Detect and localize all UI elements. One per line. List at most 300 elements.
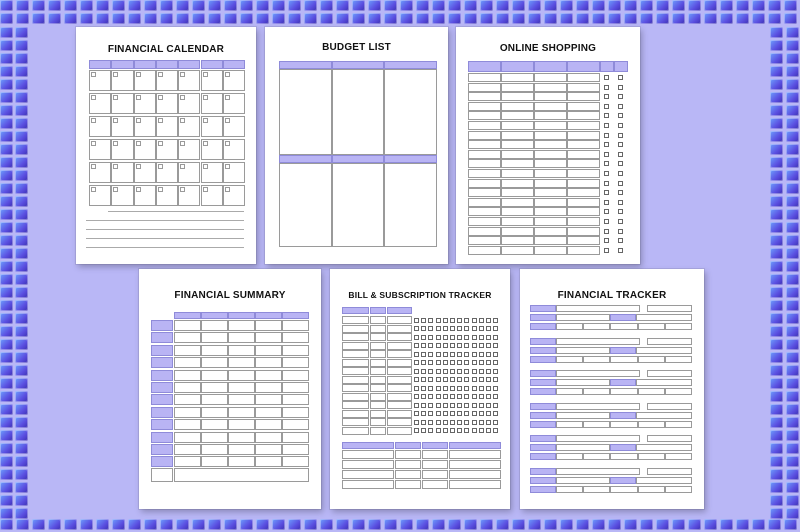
month-checkbox — [457, 394, 462, 399]
month-checkbox — [436, 369, 441, 374]
goal-field — [556, 403, 640, 410]
summary-cell — [228, 345, 255, 356]
calendar-day-cell — [156, 93, 178, 114]
shopping-cell — [567, 246, 600, 255]
calendar-day-cell — [89, 139, 111, 160]
tile — [770, 144, 783, 155]
month-checkbox — [436, 335, 441, 340]
month-checkbox — [493, 360, 498, 365]
calendar-day-cell — [178, 116, 200, 137]
shopping-cell — [534, 179, 567, 188]
tile — [0, 13, 13, 24]
shopping-cell — [468, 102, 501, 111]
month-checkbox — [479, 386, 484, 391]
summary-cell — [228, 456, 255, 467]
shopping-cell — [468, 169, 501, 178]
bill-cell — [370, 376, 386, 384]
month-checkbox — [472, 394, 477, 399]
shopping-cell — [468, 198, 501, 207]
calendar-day-cell — [111, 185, 133, 206]
month-checkbox — [457, 411, 462, 416]
shopping-cell — [468, 217, 501, 226]
tile — [15, 144, 28, 155]
tile — [786, 417, 799, 428]
date-box — [180, 187, 185, 192]
complete-date-field — [636, 477, 692, 484]
tile — [770, 118, 783, 129]
tile — [15, 456, 28, 467]
shopping-cell — [468, 246, 501, 255]
tile — [770, 482, 783, 493]
progress-cell — [665, 323, 692, 330]
tile — [15, 27, 28, 38]
tile — [304, 0, 317, 11]
tile — [786, 222, 799, 233]
tile — [656, 0, 669, 11]
start-date-label — [530, 347, 556, 354]
calendar-day-cell — [178, 162, 200, 183]
budget-category-header — [332, 155, 385, 163]
date-box — [158, 164, 163, 169]
tile — [770, 79, 783, 90]
progress-label — [530, 421, 556, 428]
amount-field — [647, 338, 692, 345]
tile — [112, 0, 125, 11]
tile — [400, 519, 413, 530]
tile — [786, 235, 799, 246]
tile — [464, 13, 477, 24]
budget-category-box — [384, 69, 437, 155]
date-box — [91, 72, 96, 77]
tile — [384, 519, 397, 530]
tile — [786, 391, 799, 402]
summary-cell — [201, 407, 228, 418]
summary-cell — [201, 394, 228, 405]
tile — [786, 248, 799, 259]
page-title: BUDGET LIST — [322, 42, 391, 53]
tile — [0, 144, 13, 155]
shopping-cell — [567, 188, 600, 197]
bill-cell — [387, 350, 412, 358]
tile — [416, 13, 429, 24]
budget-category-header — [279, 61, 332, 69]
calendar-day-cell — [111, 162, 133, 183]
month-checkbox — [443, 411, 448, 416]
tile — [720, 519, 733, 530]
tile — [416, 519, 429, 530]
arrived-checkbox — [604, 229, 609, 234]
month-checkbox — [450, 420, 455, 425]
tile — [624, 13, 637, 24]
progress-cell — [638, 486, 665, 493]
bill-cell — [387, 333, 412, 341]
month-checkbox — [443, 403, 448, 408]
tile — [15, 248, 28, 259]
return-checkbox — [618, 171, 623, 176]
shopping-cell — [501, 227, 534, 236]
tile — [770, 417, 783, 428]
progress-cell — [583, 388, 610, 395]
tile — [560, 0, 573, 11]
progress-cell — [556, 421, 583, 428]
tile — [770, 105, 783, 116]
bill-cell — [387, 384, 412, 392]
tile — [576, 519, 589, 530]
shopping-cell — [468, 83, 501, 92]
notes-line — [86, 229, 244, 230]
tile — [640, 519, 653, 530]
tile — [786, 300, 799, 311]
month-checkbox — [421, 377, 426, 382]
total-row — [174, 468, 309, 482]
month-checkbox — [450, 326, 455, 331]
bill-cell — [370, 393, 386, 401]
tile — [496, 13, 509, 24]
month-checkbox — [436, 411, 441, 416]
month-checkbox — [457, 420, 462, 425]
tile — [528, 13, 541, 24]
tile — [768, 519, 781, 530]
date-box — [203, 141, 208, 146]
month-checkbox — [486, 352, 491, 357]
month-checkbox — [436, 318, 441, 323]
notes-line — [86, 220, 244, 221]
month-checkbox — [472, 428, 477, 433]
month-checkbox — [421, 369, 426, 374]
page-title: BILL & SUBSCRIPTION TRACKER — [348, 290, 492, 300]
date-box — [225, 118, 230, 123]
date-box — [225, 72, 230, 77]
arrived-checkbox — [604, 200, 609, 205]
month-checkbox — [486, 369, 491, 374]
page-online-shopping — [456, 27, 640, 264]
tile — [786, 118, 799, 129]
shopping-cell — [468, 179, 501, 188]
tile — [336, 0, 349, 11]
summary-cell — [174, 345, 201, 356]
month-checkbox — [428, 343, 433, 348]
month-checkbox — [428, 335, 433, 340]
tile — [400, 13, 413, 24]
date-box — [225, 187, 230, 192]
shopping-cell — [534, 227, 567, 236]
shopping-cell — [501, 102, 534, 111]
month-checkbox — [421, 428, 426, 433]
summary-cell — [228, 407, 255, 418]
tile — [786, 53, 799, 64]
progress-label — [530, 356, 556, 363]
tile — [15, 105, 28, 116]
tile — [15, 469, 28, 480]
tile — [770, 313, 783, 324]
return-checkbox — [618, 248, 623, 253]
tile — [336, 519, 349, 530]
tile — [352, 519, 365, 530]
tile — [786, 144, 799, 155]
shopping-cell — [534, 246, 567, 255]
month-checkbox — [428, 369, 433, 374]
month-checkbox — [493, 326, 498, 331]
return-checkbox — [618, 200, 623, 205]
month-checkbox — [421, 360, 426, 365]
tile — [736, 0, 749, 11]
bill-cell — [342, 418, 369, 426]
page-financial-summary — [139, 269, 321, 509]
tile — [0, 131, 13, 142]
tile — [0, 222, 13, 233]
summary-cell — [201, 419, 228, 430]
page-bill-subscription-tracker — [330, 269, 510, 509]
calendar-day-cell — [134, 116, 156, 137]
summary-cell — [174, 320, 201, 331]
tile — [770, 183, 783, 194]
bill-cell — [370, 401, 386, 409]
progress-cell — [583, 421, 610, 428]
tile — [608, 519, 621, 530]
annual-column-header — [422, 442, 448, 449]
arrived-checkbox — [604, 85, 609, 90]
bill-cell — [387, 418, 412, 426]
tile — [352, 0, 365, 11]
budget-category-box — [332, 69, 385, 155]
summary-cell — [255, 382, 282, 393]
month-checkbox — [464, 318, 469, 323]
tile — [770, 92, 783, 103]
tile — [0, 456, 13, 467]
calendar-day-header — [89, 60, 111, 69]
month-checkbox — [493, 403, 498, 408]
tile — [786, 196, 799, 207]
summary-cell — [282, 419, 309, 430]
bill-cell — [342, 427, 369, 435]
month-checkbox — [414, 352, 419, 357]
tile — [770, 300, 783, 311]
progress-cell — [610, 356, 637, 363]
shopping-cell — [567, 83, 600, 92]
summary-cell — [282, 394, 309, 405]
tile — [15, 378, 28, 389]
bill-cell — [342, 316, 369, 324]
month-checkbox — [421, 326, 426, 331]
summary-cell — [282, 382, 309, 393]
calendar-day-header — [111, 60, 133, 69]
summary-cell — [282, 407, 309, 418]
bill-cell — [370, 325, 386, 333]
tile — [15, 157, 28, 168]
bill-cell — [387, 342, 412, 350]
tile — [786, 430, 799, 441]
progress-cell — [610, 421, 637, 428]
month-checkbox — [450, 403, 455, 408]
arrived-checkbox — [604, 190, 609, 195]
month-checkbox — [436, 352, 441, 357]
arrived-checkbox — [604, 171, 609, 176]
calendar-day-cell — [134, 93, 156, 114]
month-checkbox — [464, 394, 469, 399]
shopping-cell — [534, 236, 567, 245]
month-checkbox — [457, 343, 462, 348]
shopping-cell — [501, 198, 534, 207]
date-box — [180, 141, 185, 146]
page-title: FINANCIAL TRACKER — [557, 290, 667, 301]
tile — [560, 519, 573, 530]
tile — [0, 508, 13, 519]
tile — [720, 0, 733, 11]
tile — [528, 519, 541, 530]
month-checkbox — [472, 386, 477, 391]
month-checkbox — [479, 369, 484, 374]
month-checkbox — [479, 403, 484, 408]
month-checkbox — [457, 428, 462, 433]
goal-label — [530, 370, 556, 377]
shopping-cell — [501, 188, 534, 197]
bill-cell — [370, 384, 386, 392]
shopping-column-header — [534, 61, 567, 72]
month-checkbox — [493, 318, 498, 323]
month-label — [151, 357, 173, 368]
tile — [32, 13, 45, 24]
arrived-checkbox — [604, 123, 609, 128]
tile — [770, 157, 783, 168]
annual-cell — [395, 450, 421, 459]
tile — [320, 0, 333, 11]
shopping-cell — [567, 217, 600, 226]
progress-label — [530, 486, 556, 493]
tile — [32, 519, 45, 530]
tile — [368, 13, 381, 24]
tile — [15, 508, 28, 519]
tile — [432, 13, 445, 24]
month-checkbox — [493, 420, 498, 425]
date-box — [113, 118, 118, 123]
month-checkbox — [414, 326, 419, 331]
goal-field — [556, 468, 640, 475]
tile — [144, 13, 157, 24]
start-date-field — [556, 412, 610, 419]
date-box — [225, 164, 230, 169]
date-box — [180, 118, 185, 123]
page-title: ONLINE SHOPPING — [499, 43, 597, 54]
tile — [208, 0, 221, 11]
tile — [786, 404, 799, 415]
shopping-cell — [534, 131, 567, 140]
progress-label — [530, 453, 556, 460]
tile — [786, 79, 799, 90]
arrived-checkbox — [604, 133, 609, 138]
complete-date-field — [636, 412, 692, 419]
month-checkbox — [479, 318, 484, 323]
date-box — [158, 187, 163, 192]
shopping-cell — [468, 207, 501, 216]
month-checkbox — [464, 411, 469, 416]
shopping-cell — [534, 111, 567, 120]
shopping-cell — [567, 179, 600, 188]
tile — [770, 430, 783, 441]
tile — [770, 27, 783, 38]
shopping-cell — [501, 92, 534, 101]
tile — [15, 53, 28, 64]
calendar-day-cell — [156, 116, 178, 137]
month-checkbox — [414, 360, 419, 365]
tile — [770, 196, 783, 207]
tile — [96, 13, 109, 24]
tile — [0, 378, 13, 389]
progress-cell — [610, 388, 637, 395]
shopping-cell — [534, 102, 567, 111]
return-checkbox — [618, 152, 623, 157]
month-checkbox — [472, 403, 477, 408]
date-box — [113, 187, 118, 192]
date-box — [91, 95, 96, 100]
tile — [786, 92, 799, 103]
shopping-cell — [567, 207, 600, 216]
calendar-day-cell — [111, 139, 133, 160]
tile — [512, 13, 525, 24]
tile — [0, 365, 13, 376]
tile — [704, 0, 717, 11]
month-checkbox — [479, 394, 484, 399]
shopping-cell — [501, 159, 534, 168]
budget-category-header — [279, 155, 332, 163]
date-box — [113, 72, 118, 77]
progress-cell — [610, 486, 637, 493]
tile — [786, 469, 799, 480]
tile — [272, 519, 285, 530]
tile — [0, 300, 13, 311]
goal-label — [530, 468, 556, 475]
tile — [480, 0, 493, 11]
tile — [448, 519, 461, 530]
tile — [0, 274, 13, 285]
tile — [112, 13, 125, 24]
tile — [0, 53, 13, 64]
tile — [336, 13, 349, 24]
calendar-day-cell — [223, 70, 245, 91]
return-checkbox — [618, 94, 623, 99]
shopping-cell — [567, 227, 600, 236]
tile — [144, 519, 157, 530]
tile — [0, 495, 13, 506]
month-checkbox — [443, 326, 448, 331]
month-label — [151, 332, 173, 343]
bill-column-header — [342, 307, 369, 314]
calendar-day-cell — [134, 70, 156, 91]
month-checkbox — [450, 352, 455, 357]
summary-column-header — [174, 312, 201, 319]
month-checkbox — [436, 377, 441, 382]
month-label — [151, 345, 173, 356]
summary-column-header — [228, 312, 255, 319]
goal-field — [556, 338, 640, 345]
month-checkbox — [472, 377, 477, 382]
tile — [16, 519, 29, 530]
month-checkbox — [464, 420, 469, 425]
tile — [786, 261, 799, 272]
bill-cell — [387, 376, 412, 384]
month-checkbox — [493, 411, 498, 416]
tile — [128, 519, 141, 530]
tile — [770, 469, 783, 480]
tile — [770, 287, 783, 298]
shopping-column-header — [468, 61, 501, 72]
tile — [112, 519, 125, 530]
tile — [464, 519, 477, 530]
tile — [544, 0, 557, 11]
tile — [15, 391, 28, 402]
summary-cell — [228, 370, 255, 381]
tile — [448, 0, 461, 11]
month-checkbox — [493, 394, 498, 399]
